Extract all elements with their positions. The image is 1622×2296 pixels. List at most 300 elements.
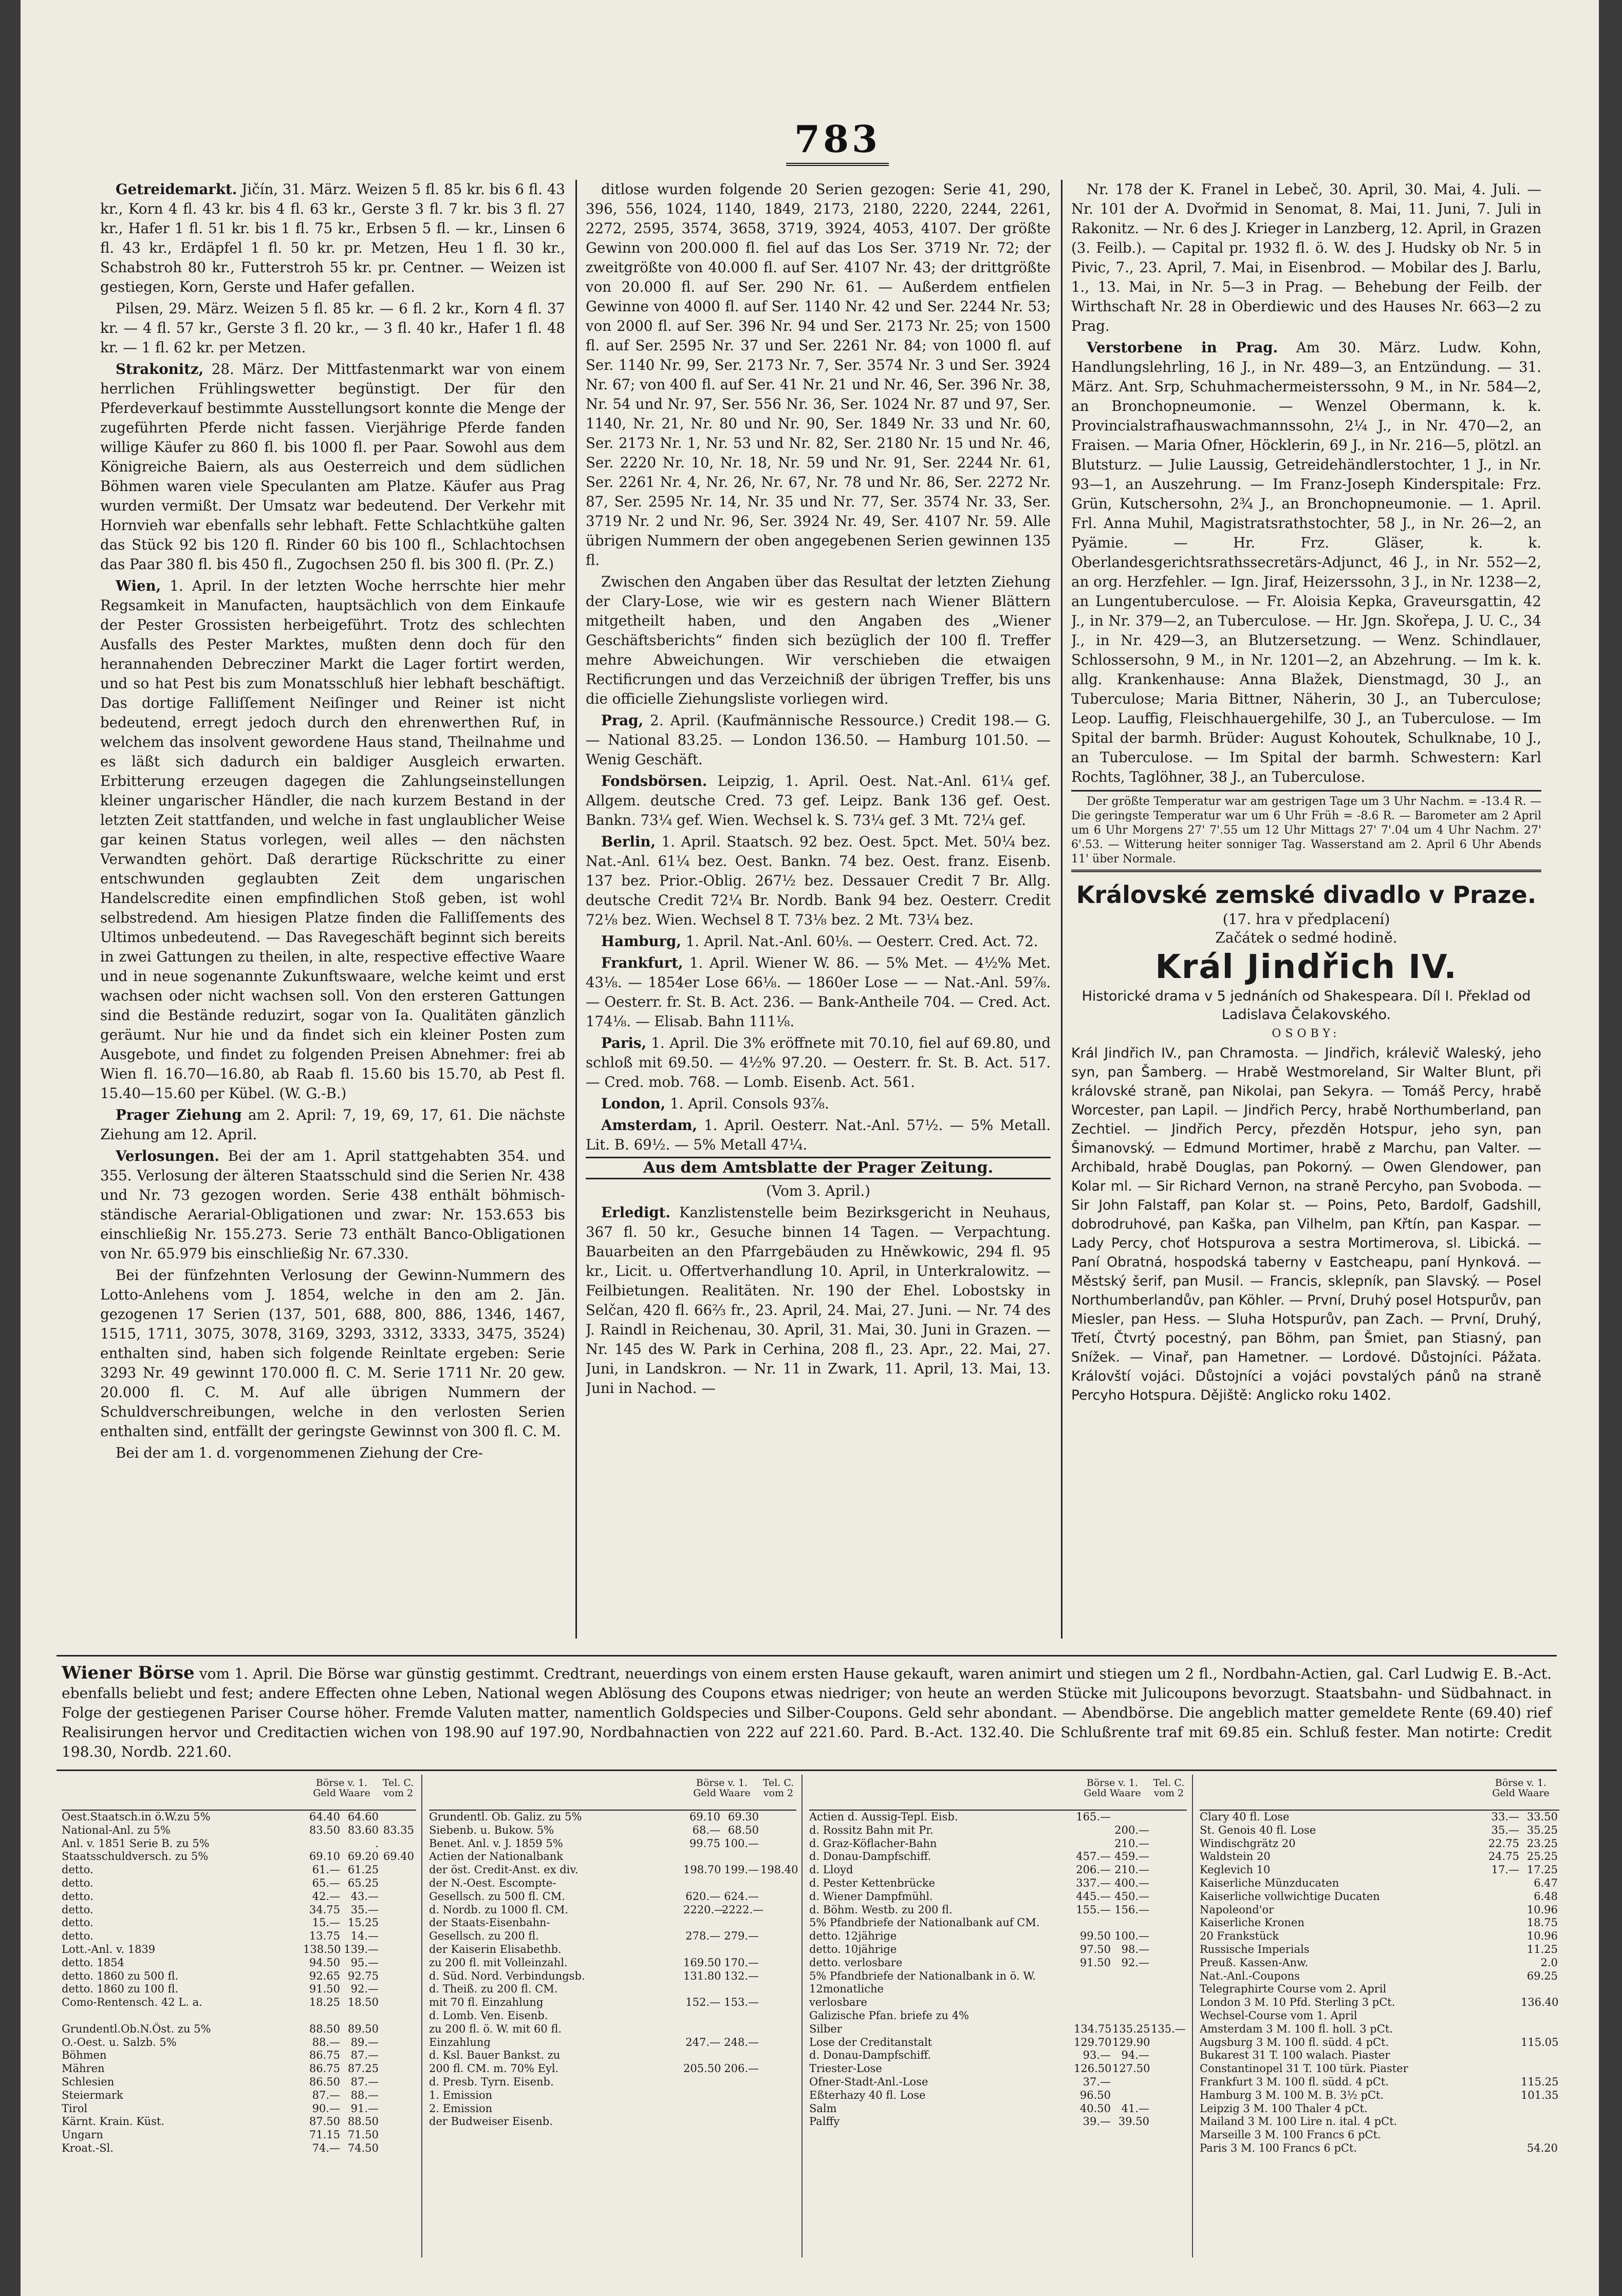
table-row	[1200, 1811, 1559, 1824]
value-waare: 210.—	[1114, 1864, 1149, 1876]
section-rule	[57, 1655, 1557, 1657]
value-waare: 153.—	[724, 1996, 759, 2009]
table-row	[429, 1970, 796, 1983]
security-name: d. Theiß. zu 200 fl. CM.	[429, 1983, 558, 1996]
table-row	[62, 1850, 416, 1864]
table-row	[62, 2129, 416, 2142]
table-row	[62, 1983, 416, 1996]
table-row	[809, 1930, 1187, 1943]
article-paragraph	[586, 953, 1051, 1031]
value-geld: 198.70	[683, 1864, 721, 1876]
security-name: Mähren	[62, 2062, 105, 2075]
table-row	[809, 1996, 1187, 2009]
table-row	[62, 1837, 416, 1851]
article-paragraph	[586, 1116, 1051, 1155]
security-name: Marseille 3 M. 100 Francs 6 pCt.	[1200, 2129, 1381, 2141]
security-name: London 3 M. 10 Pfd. Sterling 3 pCt.	[1200, 1996, 1395, 2009]
value-geld: 87.50	[309, 2115, 340, 2128]
exchange-table-3	[809, 1775, 1187, 2129]
table-row	[62, 1970, 416, 1983]
security-name: d. Böhm. Westb. zu 200 fl.	[809, 1903, 953, 1916]
article-text: 28. März. Der Mittfastenmarkt war von einem herrlichen Frühlingswetter begünstigt. Der für den Pferdeverkauf bestimmte Ausstellungsort konnte die Menge der zugeführten Pferde nicht fassen. Vierjährige Pferde fanden willige Käufer zu 860 fl. bis 1000 fl. per Paar. Sowohl aus dem Königreiche Baiern, als aus Oesterreich und dem südlichen Böhmen waren viele Speculanten am Platze. Käufer aus Prag wurden vermißt. Der Umsatz war bedeutend. Der Verkehr mit Hornvieh war ebenfalls sehr lebhaft. Fette Schlachtkühe galten das Stück 92 bis 120 fl. Rinder 60 bis 100 fl., Schlachtochsen das Paar 380 fl. bis 450 fl., Zugochsen 250 fl. bis 300 fl. (Pr. Z.)	[100, 361, 565, 573]
section-rule	[57, 1770, 1557, 1771]
value-waare: 69.25	[1526, 1969, 1558, 1982]
value-geld: 42.—	[312, 1890, 340, 1903]
article-paragraph	[100, 180, 565, 297]
table-row	[62, 2142, 416, 2155]
value-geld: 17.—	[1491, 1864, 1519, 1876]
security-name: Augsburg 3 M. 100 fl. südd. 4 pCt.	[1200, 2036, 1389, 2048]
value-waare: 100.—	[724, 1837, 759, 1850]
security-name: Kaiserliche vollwichtige Ducaten	[1200, 1890, 1380, 1903]
security-name: zu 200 fl. mit Volleinzahl.	[429, 1956, 568, 1969]
cast-list: Král Jindřich IV., pan Chramosta. — Jindřich, králevič Waleský, jeho syn, pan Šamberg. — Hrabě Westmoreland, Sir Walter Blunt, při královské straně, pan Nikolai, pan Sekyra. — Tomáš Percy, hrabě Worcester, pan Lapil. — Jindřich Percy, hrabě Northumberland, pan Zechtiel. — Jindřich Percy, přezděn Hotspur, jeho syn, pan Šimanovský. — Edmund Mortimer, hrabě z Marchu, pan Valter. — Archibald, hrabě Douglas, pan Pokorný. — Owen Glendower, pan Kolar ml. — Sir Richard Vernon, na straně Percyho, pan Svoboda. — Sir John Falstaff, pan Kolar st. — Poins, Peto, Bardolf, Gadshill, dobrodruhové, pan Kaška, pan Vilhelm, pan Křtín, pan Kaspar. — Lady Percy, choť Hotspurova a sestra Mortimerova, sl. Libická. — Paní Obratná, hospodská taberny v Eastcheapu, paní Hynková. — Městský šerif, pan Musil. — Francis, sklepník, pan Slavský. — Posel Northumberlandův, pan Köhler. — První, Druhý posel Hotspurův, pan Miesler, pan Hess. — Sluha Hotspurův, pan Zach. — První, Druhý, Třetí, Čtvrtý pocestný, pan Böhm, pan Šmiet, pan Stiasný, pan Snížek. — Vinař, pan Hametner. — Lordové. Důstojníci. Pážata. Královští vojáci. Důstojníci a vojáci povstalých pánů na straně Percyho Hotspura. Dějiště: Anglicko roku 1402.	[1071, 1045, 1541, 1403]
security-name: d. Ksl. Bauer Bankst. zu	[429, 2049, 561, 2062]
table-row	[429, 1943, 796, 1956]
article-text: 1. April. Die 3% eröffnete mit 70.10, fiel auf 69.80, und schloß mit 69.50. — 4½% 97.20. — Oesterr. fr. St. B. Act. 517. — Cred. mob. 768. — Lomb. Eisenb. Act. 561.	[586, 1034, 1051, 1090]
security-name: d. Donau-Dampfschiff.	[809, 1850, 931, 1863]
security-name: Windischgrätz 20	[1200, 1837, 1296, 1850]
value-geld: 69.10	[309, 1850, 340, 1863]
security-name: Amsterdam 3 M. 100 fl. holl. 3 pCt.	[1200, 2022, 1393, 2035]
column-header-telegraph: Tel. C. vom 2	[382, 1777, 414, 1799]
security-name: detto.	[62, 1876, 94, 1889]
security-name: Kaiserliche Münzducaten	[1200, 1876, 1339, 1889]
table-row	[1200, 2129, 1559, 2142]
article-paragraph	[586, 1181, 1051, 1201]
article-text: (Vom 3. April.)	[766, 1182, 870, 1199]
value-waare: 98.—	[1121, 1943, 1149, 1955]
security-name: Böhmen	[62, 2049, 107, 2062]
table-row	[1200, 1850, 1559, 1864]
security-name: Bukarest 31 T. 100 walach. Piaster	[1200, 2049, 1390, 2062]
article-text: 1. April. Nat.-Anl. 60⅛. — Oesterr. Cred. Act. 72.	[685, 933, 1038, 950]
security-name: Telegraphirte Course vom 2. April	[1200, 1983, 1387, 1996]
table-row	[1200, 2023, 1559, 2036]
table-row	[809, 1811, 1187, 1824]
table-row	[429, 2023, 796, 2036]
value-geld: 620.—	[685, 1890, 720, 1903]
article-text: Kanzlistenstelle beim Bezirksgericht in Neuhaus, 367 fl. 50 kr., Gesuche binnen 14 Tagen. — Verpachtung. Bauarbeiten an den Pfarrgebäuden zu Hněwkowic, 294 fl. 95 kr., Licit. u. Offertverhandlung 10. April, in Unterkralowitz. — Feilbietungen. Realitäten. Nr. 190 der Ehel. Lobostsky in Selčan, 420 fl. 66⅔ fr., 23. April, 24. Mai, 27. Juni. — Nr. 74 des J. Raindl in Reichenau, 30. April, 31. Mai, 30. Juni in Grazen. — Nr. 145 des W. Park in Cerhina, 208 fl., 23. Apr., 22. Mai, 27. Juni, in Landskron. — Nr. 11 in Zwark, 11. April, 13. Mai, 13. Juni in Nachod. —	[586, 1204, 1051, 1397]
value-geld: 15.—	[312, 1916, 340, 1929]
security-name: Kärnt. Krain. Küst.	[62, 2115, 165, 2128]
value-geld: 129.70	[1074, 2036, 1112, 2048]
table-row	[429, 1904, 796, 1917]
table-row	[1200, 2102, 1559, 2116]
table-row	[429, 1850, 796, 1864]
security-name: d. Graz-Köflacher-Bahn	[809, 1837, 937, 1850]
value-waare: 14.—	[350, 1930, 379, 1943]
security-name: mit 70 fl. Einzahlung	[429, 1996, 544, 2009]
security-name: Benet. Anl. v. J. 1859 5%	[429, 1837, 563, 1850]
table-rule	[801, 1775, 803, 2257]
value-geld: 445.—	[1076, 1890, 1111, 1903]
exchange-table-1	[62, 1775, 416, 2155]
value-waare: 200.—	[1114, 1823, 1149, 1836]
table-row	[809, 2076, 1187, 2089]
table-row	[429, 2062, 796, 2076]
article-text: Leipzig, 1. April. Oest. Nat.-Anl. 61¼ gef. Allgem. deutsche Cred. 73 gef. Leipz. Bank 136 gef. Oest. Bankn. 73¼ gef. Wien. Wechsel k. S. 73¼ gef. 3 Mt. 72¼ gef.	[586, 773, 1051, 829]
value-waare: 88.—	[350, 2088, 379, 2101]
table-row	[1200, 1970, 1559, 1983]
value-geld: 206.—	[1076, 1864, 1111, 1876]
value-geld: 337.—	[1076, 1876, 1111, 1889]
value-waare: 92.—	[350, 1983, 379, 1996]
value-waare: 170.—	[724, 1956, 759, 1969]
article-heading: Berlin,	[601, 833, 656, 850]
security-name: Clary 40 fl. Lose	[1200, 1811, 1290, 1823]
value-geld: 37.—	[1083, 2075, 1111, 2088]
table-row	[429, 1983, 796, 1996]
security-name: Gesellsch. zu 500 fl. CM.	[429, 1890, 565, 1903]
value-geld: 35.—	[1491, 1823, 1519, 1836]
newspaper-page	[21, 0, 1599, 2296]
table-row	[62, 2049, 416, 2062]
value-waare: 248.—	[724, 2036, 759, 2048]
value-waare: 279.—	[724, 1930, 759, 1943]
table-header	[809, 1775, 1187, 1811]
value-geld: 88.50	[309, 2022, 340, 2035]
value-geld: 18.25	[309, 1996, 340, 2009]
table-header	[62, 1775, 416, 1811]
value-waare: 35.—	[350, 1903, 379, 1916]
security-name: Lott.-Anl. v. 1839	[62, 1943, 156, 1955]
table-row	[1200, 1930, 1559, 1943]
value-waare: 15.25	[347, 1916, 379, 1929]
value-geld: 99.75	[689, 1837, 720, 1850]
security-name: detto.	[62, 1903, 94, 1916]
value-waare: 35.25	[1526, 1823, 1558, 1836]
table-row	[62, 2115, 416, 2129]
value-geld: 2220.—	[683, 1903, 725, 1916]
section-heading: Aus dem Amtsblatte der Prager Zeitung.	[586, 1157, 1051, 1179]
value-waare: 206.—	[724, 2062, 759, 2075]
table-row	[62, 1996, 416, 2009]
deaths-heading: Verstorbene in Prag.	[1087, 339, 1278, 356]
security-name: Einzahlung	[429, 2036, 491, 2048]
play-description: Historické drama v 5 jednáních od Shakespeara. Díl I. Překlad od Ladislava Čelakovského.	[1082, 988, 1531, 1023]
table-row	[429, 2115, 796, 2129]
value-geld: 134.75	[1074, 2022, 1112, 2035]
value-waare: 10.96	[1526, 1930, 1558, 1943]
security-name: Silber	[809, 2022, 842, 2035]
article-paragraph	[586, 572, 1051, 709]
table-row	[429, 1811, 796, 1824]
article-text: 2. April. (Kaufmännische Ressource.) Credit 198.— G. — National 83.25. — London 136.50. — Hamburg 101.50. — Wenig Geschäft.	[586, 712, 1051, 768]
table-row	[809, 2036, 1187, 2049]
table-row	[62, 1890, 416, 1904]
article-paragraph	[586, 1203, 1051, 1398]
table-row	[809, 1916, 1187, 1930]
page-number: 783	[786, 117, 889, 166]
value-geld: 68.—	[692, 1823, 720, 1836]
value-geld: 91.50	[1079, 1956, 1111, 1969]
theatre-series: (17. hra v předplacení)	[1222, 911, 1390, 928]
value-geld: 94.50	[309, 1956, 340, 1969]
value-geld: 92.65	[309, 1969, 340, 1982]
security-name: Kroat.-Sl.	[62, 2141, 114, 2154]
theatre-notice	[1071, 879, 1541, 1044]
value-waare: 69.30	[728, 1811, 759, 1823]
value-waare: 61.25	[347, 1864, 379, 1876]
table-row	[809, 2115, 1187, 2129]
theatre-start: Začátek o sedmé hodině.	[1215, 929, 1397, 946]
table-row	[62, 1877, 416, 1890]
security-name: der Budweiser Eisenb.	[429, 2115, 553, 2128]
value-waare: 127.50	[1112, 2062, 1150, 2075]
table-row	[429, 1956, 796, 1970]
article-heading: Getreidemarkt.	[116, 181, 237, 198]
table-row	[429, 1864, 796, 1877]
article-heading: Strakonitz,	[116, 361, 204, 378]
value-waare: 100.—	[1114, 1930, 1149, 1943]
table-row	[429, 1996, 796, 2009]
article-text: Jičín, 31. März. Weizen 5 fl. 85 kr. bis 6 fl. 43 kr., Korn 4 fl. 43 kr. bis 4 fl. 63 kr., Gerste 3 fl. 7 kr. bis 3 fl. 27 kr., Hafer 1 fl. 51 kr. bis 1 fl. 75 kr., Erbsen 5 fl. — kr., Linsen 6 fl. 43 kr., Erdäpfel 1 fl. 50 kr. pr. Metzen, Heu 1 fl. 30 kr., Schabstroh 80 kr., Futterstroh 55 kr. pr. Centner. — Weizen ist gestiegen, Korn, Gerste und Hafer gefallen.	[100, 181, 565, 295]
value-waare: 624.—	[724, 1890, 759, 1903]
value-waare: 87.25	[347, 2062, 379, 2075]
value-waare: 89.50	[347, 2022, 379, 2035]
value-geld: 86.75	[309, 2049, 340, 2062]
value-geld: 93.—	[1083, 2049, 1111, 2062]
table-row	[429, 1930, 796, 1943]
value-geld: 13.75	[309, 1930, 340, 1943]
table-row	[429, 2036, 796, 2049]
security-name: Napoleond'or	[1200, 1903, 1274, 1916]
value-waare: .	[375, 1837, 379, 1850]
value-waare: 129.90	[1112, 2036, 1150, 2048]
table-row	[809, 2102, 1187, 2116]
column-rule	[1061, 180, 1062, 1639]
value-waare: 95.—	[350, 1956, 379, 1969]
security-name: d. Rossitz Bahn mit Pr.	[809, 1823, 934, 1836]
article-text: am 2. April: 7, 19, 69, 17, 61. Die nächste Ziehung am 12. April.	[100, 1106, 565, 1143]
security-name: St. Genois 40 fl. Lose	[1200, 1823, 1316, 1836]
value-waare: 139.—	[344, 1943, 379, 1955]
security-name: Triester-Lose	[809, 2062, 882, 2075]
value-geld: 97.50	[1079, 1943, 1111, 1955]
value-waare: 68.50	[728, 1823, 759, 1836]
value-geld: 155.—	[1076, 1903, 1111, 1916]
value-waare: 10.96	[1526, 1903, 1558, 1916]
value-waare: 6.47	[1534, 1876, 1558, 1889]
security-name: detto. verlosbare	[809, 1956, 903, 1969]
security-name: Anl. v. 1851 Serie B. zu 5%	[62, 1837, 210, 1850]
cast-heading: OSOBY:	[1272, 1027, 1341, 1040]
table-row	[429, 2076, 796, 2089]
value-waare: 39.50	[1118, 2115, 1149, 2128]
table-row	[1200, 2089, 1559, 2102]
article-text: Bei der am 1. April stattgehabten 354. und 355. Verlosung der älteren Staatsschuld sind die Serien Nr. 438 und Nr. 73 gezogen worden. Serie 438 enthält böhmisch-ständische Aerarial-Obligationen und zwar: Nr. 153.653 bis einschließig Nr. 155.273. Serie 73 enthält Banco-Obligationen von Nr. 65.979 bis einschließig Nr. 67.330.	[100, 1147, 565, 1262]
security-name: der Kaiserin Elisabethb.	[429, 1943, 562, 1955]
table-row	[1200, 1824, 1559, 1837]
boerse-report	[62, 1663, 1552, 1762]
value-geld: 61.—	[312, 1864, 340, 1876]
exchange-table-4	[1200, 1775, 1559, 2155]
table-row	[429, 1916, 796, 1930]
security-name: detto.	[62, 1930, 94, 1943]
security-name: Actien d. Aussig-Tepl. Eisb.	[809, 1811, 958, 1823]
article-heading: Erledigt.	[601, 1204, 671, 1221]
value-waare: 92.75	[347, 1969, 379, 1982]
boerse-text: vom 1. April. Die Börse war günstig gestimmt. Credtrant, neuerdings von einem ersten Hause gekauft, waren animirt und stiegen um 2 fl., Nordbahn-Actien, gal. Carl Ludwig E. B.-Act. ebenfalls beliebt und fest; andere Effecten ohne Leben, National wegen Ablösung des Coupons etwas niedriger; von heute an werden Stücke mit Julicoupons bevorzugt. Staatsbahn- und Südbahnact. in Folge der gestiegenen Pariser Course höher. Fremde Valuten matter, namentlich Goldspecies und Silber-Coupons. Geld sehr abondant. — Abendbörse. Die angeblich matter gemeldete Rente (69.40) rief Realisirungen hervor und Creditactien wichen von 198.90 auf 197.90, Nordbahnactien von 222 auf 221.60. Pard. B.-Act. 132.40. Die Schlußrente traf mit 69.85 ein. Schluß fester. Man notirte: Credit 198.30, Nordb. 221.60.	[62, 1665, 1552, 1760]
article-text: 1. April. Oesterr. Nat.-Anl. 57½. — 5% Metall. Lit. B. 69½. — 5% Metall 47¼.	[586, 1117, 1051, 1153]
table-row	[429, 2049, 796, 2062]
value-waare: 135.25	[1112, 2022, 1150, 2035]
value-waare: 101.35	[1521, 2088, 1559, 2101]
table-header	[429, 1775, 796, 1811]
table-row	[429, 2009, 796, 2023]
article-text: Pilsen, 29. März. Weizen 5 fl. 85 kr. — 6 fl. 2 kr., Korn 4 fl. 37 kr. — 4 fl. 57 kr., Gerste 3 fl. 20 kr., — 3 fl. 40 kr., Hafer 1 fl. 48 kr. — 1 fl. 62 kr. per Metzen.	[100, 300, 565, 356]
table-header	[1200, 1775, 1559, 1811]
security-name: Wechsel-Course vom 1. April	[1200, 2009, 1357, 2022]
table-row	[809, 1956, 1187, 1970]
value-waare: 450.—	[1114, 1890, 1149, 1903]
value-waare: 156.—	[1114, 1903, 1149, 1916]
value-waare: 92.—	[1121, 1956, 1149, 1969]
article-paragraph	[100, 1443, 565, 1463]
value-geld: 34.75	[309, 1903, 340, 1916]
value-geld: 152.—	[685, 1996, 720, 2009]
value-waare: 43.—	[350, 1890, 379, 1903]
value-waare: 18.75	[1526, 1916, 1558, 1929]
table-row	[429, 1837, 796, 1851]
value-telegraph: 135.—	[1151, 2022, 1186, 2035]
table-row	[62, 2062, 416, 2076]
security-name: Gesellsch. zu 200 fl.	[429, 1930, 539, 1943]
value-waare: 115.05	[1521, 2036, 1559, 2048]
value-geld: 99.50	[1079, 1930, 1111, 1943]
value-waare: 89.—	[350, 2036, 379, 2048]
table-row	[1200, 1956, 1559, 1970]
value-geld: 96.50	[1079, 2088, 1111, 2101]
value-geld: 131.80	[683, 1969, 721, 1982]
column-header-boerse: Börse v. 1. Geld Waare	[693, 1777, 751, 1799]
article-heading: Frankfurt,	[601, 954, 683, 971]
deaths-text: Am 30. März. Ludw. Kohn, Handlungslehrling, 16 J., in Nr. 489—3, an Entzündung. — 31. März. Ant. Srp, Schuhmachermeisterssohn, 9 M., in Nr. 584—2, an Bronchopneumonie. — Wenzel Obermann, k. k. Provincialstrafhauswachmannssohn, 2¼ J., in Nr. 470—2, an Fraisen. — Maria Ofner, Höcklerin, 69 J., in Nr. 216—5, plötzl. an Blutsturz. — Julie Laussig, Getreidehändlerstochter, 1 J., in Nr. 93—1, an Auszehrung. — Im Franz-Joseph Kinderspitale: Frz. Grün, Kutschersohn, 2¾ J., an Bronchopneumonie. — 1. April. Frl. Anna Muhil, Magistratsrathstochter, 58 J., in Nr. 26—2, an Pyämie. — Hr. Frz. Gläser, k. k. Oberlandesgerichtsrathssecretärs-Adjunct, 46 J., in Nr. 552—2, an org. Herzfehler. — Ign. Jiraf, Heizerssohn, 3 J., in Nr. 1238—2, an Lungentuberculose. — Fr. Aloisia Kepka, Graveursgattin, 42 J., in Nr. 379—2, an Tuberculose. — Hr. Jgn. Skořepa, J. U. C., 34 J., in Nr. 429—3, an Blutzersetzung. — Wenz. Schindlauer, Schlossersohn, 9 M., in Nr. 1201—2, an Abzehrung. — Im k. k. allg. Krankenhause: Anna Blažek, Dienstmagd, 30 J., an Tuberculose; Maria Bittner, Näherin, 30 J., an Tuberculose; Leop. Lauffig, Fleischhauergehilfe, 30 J., an Tuberculose. — Im Spital der barmh. Brüder: August Kohoutek, Schulknabe, 10 J., an Tuberculose. — Im Spital der barmh. Schwestern: Karl Rochts, Taglöhner, 38 J., an Tuberculose.	[1071, 339, 1541, 785]
value-geld: 69.10	[689, 1811, 720, 1823]
table-row	[62, 2089, 416, 2102]
table-row	[809, 1904, 1187, 1917]
table-row	[62, 2076, 416, 2089]
security-name: detto.	[62, 1916, 94, 1929]
table-row	[62, 1930, 416, 1943]
value-waare: 400.—	[1114, 1876, 1149, 1889]
security-name: Waldstein 20	[1200, 1850, 1271, 1863]
value-waare: 6.48	[1534, 1890, 1558, 1903]
table-row	[1200, 2009, 1559, 2023]
value-geld: 247.—	[685, 2036, 720, 2048]
value-geld: 33.—	[1491, 1811, 1519, 1823]
value-geld: 24.75	[1488, 1850, 1519, 1863]
table-row	[62, 1943, 416, 1956]
value-geld: 74.—	[312, 2141, 340, 2154]
security-name: d. Lomb. Ven. Eisenb.	[429, 2009, 548, 2022]
value-waare: 459.—	[1114, 1850, 1149, 1863]
security-name: Staatsschuldversch. zu 5%	[62, 1850, 209, 1863]
security-name: 20 Frankstück	[1200, 1930, 1279, 1943]
value-waare: 33.50	[1526, 1811, 1558, 1823]
security-name: Oest.Staatsch.in ö.W.zu 5%	[62, 1811, 211, 1823]
security-name: d. Presb. Tyrn. Eisenb.	[429, 2075, 554, 2088]
table-row	[1200, 1877, 1559, 1890]
article-paragraph	[100, 1105, 565, 1144]
article-paragraph	[100, 576, 565, 1103]
boerse-heading: Wiener Börse	[62, 1663, 195, 1683]
security-name: Eßterhazy 40 fl. Lose	[809, 2088, 926, 2101]
value-geld: 126.50	[1074, 2062, 1112, 2075]
column-header-telegraph: Tel. C. vom 2	[1153, 1777, 1185, 1799]
article-text: Zwischen den Angaben über das Resultat der letzten Ziehung der Clary-Lose, wie wir es gestern nach Wiener Blättern mitgetheilt haben, und den Angaben des „Wiener Geschäftsberichts“ finden sich bezüglich der 100 fl. Treffer mehre Abweichungen. Wir verschieben die etwaigen Rectificrungen und das Verzeichniß der übrigen Treffer, bis uns die officielle Ziehungsliste vorliegen wird.	[586, 573, 1051, 707]
value-waare: 41.—	[1121, 2102, 1149, 2115]
table-row	[429, 1877, 796, 1890]
table-row	[1200, 1916, 1559, 1930]
security-name: 5% Pfandbriefe der Nationalbank auf CM.	[809, 1916, 1040, 1929]
security-name: Tirol	[62, 2102, 88, 2115]
article-paragraph	[100, 299, 565, 357]
table-row	[62, 2009, 416, 2023]
table-rule	[421, 1775, 422, 2257]
value-geld: 22.75	[1488, 1837, 1519, 1850]
security-name: detto.	[62, 1864, 94, 1876]
table-row	[809, 1970, 1187, 1983]
security-name: Mailand 3 M. 100 Lire n. ital. 4 pCt.	[1200, 2115, 1397, 2128]
article-text: ditlose wurden folgende 20 Serien gezogen: Serie 41, 290, 396, 556, 1024, 1140, 1849, 2173, 2180, 2220, 2244, 2261, 2272, 2595, 3574, 3658, 3719, 3924, 4053, 4107. Der größte Gewinn von 200.000 fl. fiel auf das Los Ser. 3719 Nr. 72; der zweitgrößte von 40.000 fl. auf Ser. 4107 Nr. 43; der drittgrößte von 20.000 fl. auf Ser. 290 Nr. 61. — Außerdem entfielen Gewinne von 4000 fl. auf Ser. 1140 Nr. 42 und Ser. 2244 Nr. 53; von 2000 fl. auf Ser. 396 Nr. 94 und Ser. 2173 Nr. 25; von 1500 fl. auf Ser. 2595 Nr. 37 und Ser. 2261 Nr. 84; von 1000 fl. auf Ser. 1140 Nr. 99, Ser. 2173 Nr. 7, Ser. 3574 Nr. 3 und Ser. 3924 Nr. 67; von 400 fl. auf Ser. 41 Nr. 21 und Nr. 46, Ser. 396 Nr. 38, Nr. 54 und Nr. 97, Ser. 556 Nr. 36, Ser. 1024 Nr. 87 und 97, Ser. 1140, Nr. 21, Nr. 80 und Nr. 90, Ser. 1849 Nr. 33 und Nr. 60, Ser. 2173 Nr. 1, Nr. 53 und Nr. 82, Ser. 2180 Nr. 15 und Nr. 46, Ser. 2220 Nr. 10, Nr. 18, Nr. 59 und Nr. 91, Ser. 2244 Nr. 61, Ser. 2261 Nr. 4, Nr. 26, Nr. 67, Nr. 78 und Nr. 86, Ser. 2272 Nr. 87, Ser. 2595 Nr. 14, Nr. 35 und Nr. 77, Ser. 3574 Nr. 33, Ser. 3719 Nr. 2 und Nr. 96, Ser. 3924 Nr. 49, Ser. 4107 Nr. 59. Alle übrigen Nummern der oben angegebenen Serien gewinnen 135 fl.	[586, 181, 1051, 569]
security-name: d. Wiener Dampfmühl.	[809, 1890, 933, 1903]
col3-continuation: Nr. 178 der K. Franel in Lebeč, 30. April, 30. Mai, 4. Juli. — Nr. 101 der A. Dvořmid in Senomat, 8. Mai, 11. Juni, 7. Juli in Rakonitz. — Nr. 6 des J. Krieger in Lanzberg, 12. April, in Grazen (3. Feilb.). — Capital pr. 1932 fl. ö. W. des J. Hudsky ob Nr. 5 in Pivic, 7., 23. April, 7. Mai, in Eisenbrod. — Mobilar des J. Barlu, 1., 13. Mai, in Nr. 5—3 in Prag. — Behebung der Feilb. der Wirthschaft Nr. 28 in Oberdiewic und des Hauses Nr. 663—2 zu Prag.	[1071, 181, 1541, 334]
table-row	[1200, 1904, 1559, 1917]
table-row	[1200, 2142, 1559, 2155]
article-heading: Verlosungen.	[116, 1147, 220, 1164]
value-waare: 94.—	[1121, 2049, 1149, 2062]
article-heading: Wien,	[116, 577, 161, 594]
weather-report: Der größte Temperatur war am gestrigen Tage um 3 Uhr Nachm. = -13.4 R. — Die geringste Temperatur war um 6 Uhr Früh = -8.6 R. — Barometer am 2 April um 6 Uhr Morgens 27' 7'.55 um 12 Uhr Mittags 27' 7'.04 um 4 Uhr Nachm. 27' 6'.53. — Witterung heiter sonniger Tag. Wasserstand am 2. April 6 Uhr Abends 11' über Normale.	[1071, 795, 1541, 865]
deaths-notice	[1071, 338, 1541, 787]
table-row	[809, 2089, 1187, 2102]
value-waare: 65.25	[347, 1876, 379, 1889]
value-geld: 87.—	[312, 2088, 340, 2101]
article-heading: Hamburg,	[601, 933, 681, 950]
security-name: detto. 10jährige	[809, 1943, 897, 1955]
article-paragraph	[100, 1146, 565, 1264]
security-name: Como-Rentensch. 42 L. a.	[62, 1996, 202, 2009]
value-waare: 74.50	[347, 2141, 379, 2154]
value-telegraph: 198.40	[760, 1864, 798, 1876]
value-waare: 83.60	[347, 1823, 379, 1836]
value-waare: 87.—	[350, 2075, 379, 2088]
security-name: detto. 1854	[62, 1956, 124, 1969]
table-row	[429, 1824, 796, 1837]
security-name: National-Anl. zu 5%	[62, 1823, 171, 1836]
value-geld: 165.—	[1076, 1811, 1111, 1823]
article-text: 1. April. Staatsch. 92 bez. Oest. 5pct. Met. 50¼ bez. Nat.-Anl. 61¼ bez. Oest. Bankn. 74 bez. Oest. franz. Eisenb. 137 bez. Prior.-Oblig. 267½ bez. Dessauer Credit 7 Br. Allg. deutsche Credit 72¼ Br. Nordb. Bank 94 bez. Oesterr. Credit 72⅛ bez. Wien. Wechsel 8 T. 73⅛ bez. 2 Mt. 73¼ bez.	[586, 833, 1051, 928]
article-text: 1. April. Wiener W. 86. — 5% Met. — 4½% Met. 43⅛. — 1854er Lose 66⅛. — 1860er Lose — — Nat.-Anl. 59⅞. — Oesterr. fr. St. B. Act. 236. — Bank-Antheile 704. — Cred. Act. 174⅛. — Elisab. Bahn 111⅛.	[586, 954, 1051, 1030]
column-header-boerse: Börse v. 1. Geld Waare	[1084, 1777, 1141, 1799]
table-row	[1200, 2062, 1559, 2076]
article-text: 1. April. In der letzten Woche herrschte hier mehr Regsamkeit in Manufacten, hauptsächlich von dem Einkaufe der Pester Grossisten herbeigeführt. Trotz des schlechten Ausfalls des Pester Marktes, mußten denn doch für den herannahenden Debrecziner Markt die Lager fortirt werden, und so hat Pest bis zum Monatsschluß hier lebhaft beschäftigt. Das dortige Falliſſement Neiſinger und Reiner ist nicht bedeutend, erregt jedoch durch den ehrenwerthen Ruf, in welchem das insolvent gewordene Haus stand, Theilnahme und es läßt sich dadurch ein baldiger Ausgleich erwarten. Erbitterung erzeugen dagegen die Zahlungseinstellungen kleiner ungarischer Händler, die nach kurzem Bestand in der letzten Zeit stattfanden, und welche in fast unglaublicher Weise gar keinen Status vorlegen, weil alles — den nächsten Verwandten gehört. Daß derartige Rückschritte zu einer entschwunden geglaubten Zeit dem ungarischen Handelscredite einen empfindlichen Stoß geben, ist wohl selbstredend. Am hiesigen Platze finden die Falliſſements des Ultimos unbedeutend. — Das Ravegeschäft beginnt sich bereits in zwei Gattungen zu theilen, in alte, respective effective Waare und in neue sogenannte Zukunftswaare, welche keimt und erst wachsen oder nicht wachsen soll. Von den ersteren Gattungen sind die Bestände reduzirt, sogar von Ia. Qualitäten gänzlich geräumt. Nur hie und da findet sich ein kleiner Posten zum Ausgebote, und findet zu folgenden Preisen Abnehmer: frei ab Wien fl. 16.70—16.80, ab Raab fl. 15.60 bis 15.70, ab Pest fl. 15.40—15.60 per Kübel. (W. G.-B.)	[100, 577, 565, 1102]
security-name: zu 200 fl. ö. W. mit 60 fl.	[429, 2022, 562, 2035]
value-waare: 199.—	[724, 1864, 759, 1876]
table-row	[1200, 1864, 1559, 1877]
table-row	[809, 1890, 1187, 1904]
article-paragraph	[586, 180, 1051, 570]
security-name: Constantinopel 31 T. 100 türk. Piaster	[1200, 2062, 1408, 2075]
value-waare: 132.—	[724, 1969, 759, 1982]
table-row	[809, 1850, 1187, 1864]
table-row	[809, 1837, 1187, 1851]
table-row	[62, 1904, 416, 1917]
table-row	[62, 2102, 416, 2116]
table-row	[809, 2023, 1187, 2036]
